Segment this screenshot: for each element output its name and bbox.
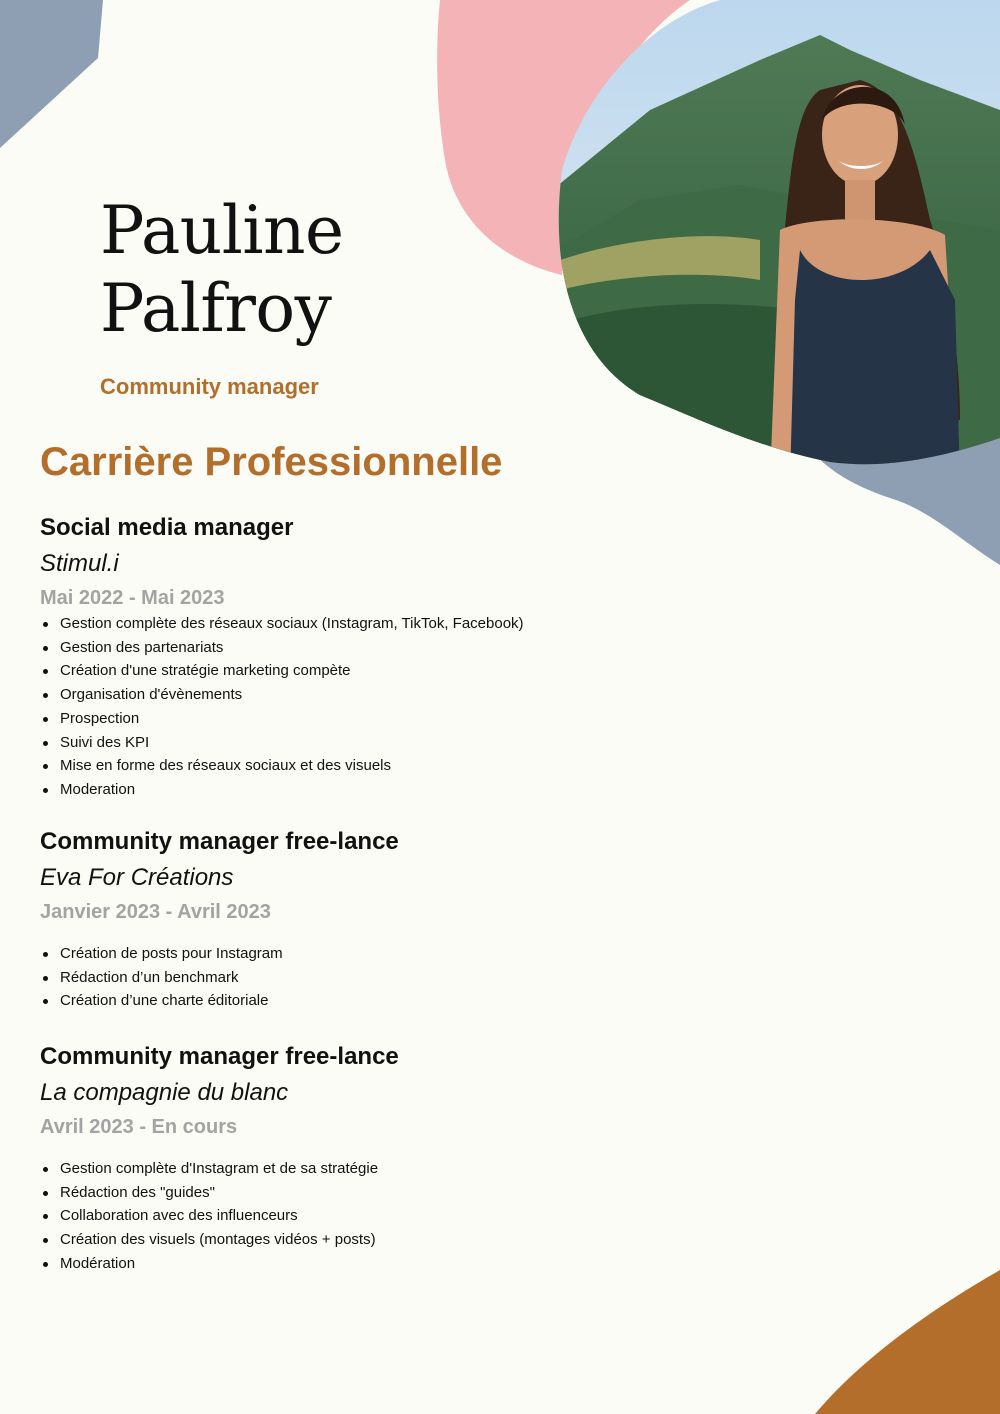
bullet-icon [43,764,48,769]
bullet-icon [43,976,48,981]
bullet-icon [43,646,48,651]
bullet-icon [43,788,48,793]
bullet-icon [43,741,48,746]
last-name: Palfroy [100,270,332,347]
job-title: Social media manager [40,514,294,541]
task-item: Création des visuels (montages vidéos + posts) [40,1228,600,1252]
bullet-icon [43,693,48,698]
job-company: Stimul.i [40,550,119,577]
task-item: Moderation [40,778,600,802]
job-company: Eva For Créations [40,864,234,891]
bullet-icon [43,622,48,627]
task-item: Création de posts pour Instagram [40,942,600,966]
task-item: Création d'une stratégie marketing compète [40,659,600,683]
job-dates: Janvier 2023 - Avril 2023 [40,901,271,923]
task-item: Rédaction des "guides" [40,1181,600,1205]
candidate-name [100,192,344,348]
task-item: Suivi des KPI [40,731,600,755]
bullet-icon [43,999,48,1004]
task-item: Gestion complète d'Instagram et de sa stratégie [40,1157,600,1181]
bullet-icon [43,1167,48,1172]
job-entry-2 [40,826,600,1013]
task-list [40,1157,600,1276]
job-role: Community manager [100,374,319,399]
job-entry-3 [40,1041,600,1276]
job-title: Community manager free-lance [40,828,399,855]
task-item: Rédaction d’un benchmark [40,966,600,990]
top-left-shape [0,0,103,148]
task-list [40,612,600,802]
task-list [40,942,600,1013]
first-name: Pauline [100,192,344,269]
task-item: Création d’une charte éditoriale [40,989,600,1013]
job-dates: Mai 2022 - Mai 2023 [40,587,225,609]
job-company: La compagnie du blanc [40,1079,289,1106]
task-item: Gestion des partenariats [40,636,600,660]
job-entry-1 [40,512,600,802]
job-dates: Avril 2023 - En cours [40,1116,238,1138]
bullet-icon [43,1262,48,1267]
task-item: Prospection [40,707,600,731]
task-item: Collaboration avec des influenceurs [40,1204,600,1228]
job-title: Community manager free-lance [40,1043,399,1070]
task-item: Gestion complète des réseaux sociaux (Instagram, TikTok, Facebook) [40,612,600,636]
bullet-icon [43,1191,48,1196]
bullet-icon [43,1214,48,1219]
task-item: Organisation d'évènements [40,683,600,707]
bullet-icon [43,1238,48,1243]
task-item: Modération [40,1252,600,1276]
task-item: Mise en forme des réseaux sociaux et des visuels [40,754,600,778]
bullet-icon [43,669,48,674]
section-title-career: Carrière Professionnelle [40,440,503,484]
bullet-icon [43,717,48,722]
bullet-icon [43,952,48,957]
bottom-right-shape [815,1270,1000,1414]
